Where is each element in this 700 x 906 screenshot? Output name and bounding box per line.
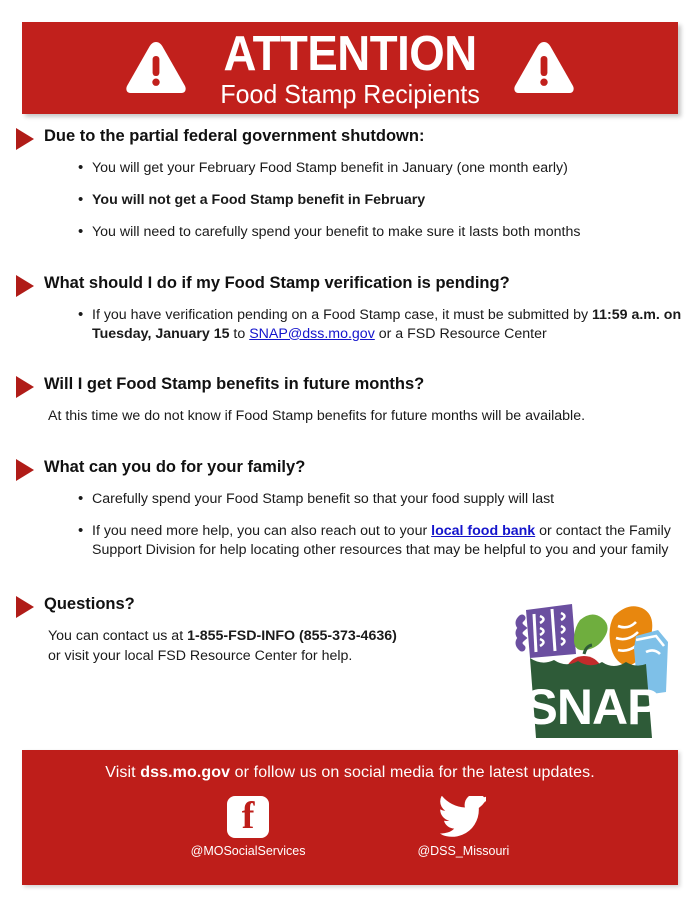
list-item bbox=[78, 522, 700, 560]
footer-banner bbox=[22, 750, 678, 885]
bullet-tail-text: or a FSD Resource Center bbox=[374, 325, 547, 342]
section-heading: Questions? bbox=[44, 595, 135, 614]
twitter-icon[interactable] bbox=[440, 796, 486, 838]
local-food-bank-link[interactable]: local food bank bbox=[431, 522, 536, 539]
section-shutdown bbox=[0, 126, 700, 243]
bullet-lead-text: If you need more help, you can also reach out to your bbox=[92, 522, 432, 539]
facebook-f-glyph: f bbox=[241, 795, 255, 837]
footer-website: dss.mo.gov bbox=[140, 764, 231, 781]
section-heading-row bbox=[0, 126, 700, 150]
facebook-icon[interactable] bbox=[227, 796, 269, 838]
bullet-lead-text: If you have verification pending on a Food Stamp case, it must be submitted by bbox=[92, 306, 592, 323]
list-item-bold-text: You will not get a Food Stamp benefit in February bbox=[92, 192, 426, 209]
main-content bbox=[0, 126, 700, 667]
snap-email-link[interactable]: SNAP@dss.mo.gov bbox=[249, 325, 375, 342]
section-heading-row bbox=[0, 273, 700, 297]
section-verification-pending bbox=[0, 273, 700, 344]
snap-logo bbox=[506, 596, 676, 744]
snap-wordmark: SNAP bbox=[524, 679, 660, 735]
twitter-social-link[interactable] bbox=[417, 796, 509, 858]
section-heading-row bbox=[0, 457, 700, 481]
arrow-bullet-icon bbox=[16, 275, 34, 297]
social-links bbox=[22, 796, 678, 858]
bullet-list bbox=[0, 306, 700, 344]
attention-banner bbox=[22, 22, 678, 114]
facebook-social-link[interactable] bbox=[191, 796, 306, 858]
bullet-tail-text: or contact the Family Support Division for help locating other resources that may be helpful to you and your family bbox=[92, 522, 671, 559]
list-item: • You will get your February Food Stamp benefit in January (one month early) bbox=[78, 159, 700, 178]
page-title: ATTENTION bbox=[223, 26, 477, 81]
footer-visit-tail: or follow us on social media for the latest updates. bbox=[230, 764, 595, 781]
bullet-mid-text: to bbox=[229, 325, 250, 342]
arrow-bullet-icon bbox=[16, 376, 34, 398]
list-item: • Carefully spend your Food Stamp benefit so that your food supply will last bbox=[78, 490, 700, 509]
section-heading: What should I do if my Food Stamp verification is pending? bbox=[44, 273, 510, 292]
contact-lead-text: You can contact us at bbox=[48, 628, 188, 645]
deadline-text: 11:59 a.m. on Tuesday, January 15 bbox=[92, 306, 682, 342]
contact-tail-text: or visit your local FSD Resource Center for help. bbox=[48, 648, 353, 665]
footer-visit-lead: Visit bbox=[105, 764, 141, 781]
bread-bag-purple-icon bbox=[519, 604, 576, 658]
facebook-handle: @MOSocialServices bbox=[190, 844, 306, 858]
section-future-months bbox=[0, 374, 700, 427]
page-subtitle: Food Stamp Recipients bbox=[220, 78, 480, 109]
arrow-bullet-icon bbox=[16, 596, 34, 618]
section-paragraph: At this time we do not know if Food Stamp benefits for future months will be available. bbox=[48, 407, 586, 424]
arrow-bullet-icon bbox=[16, 128, 34, 150]
bullet-list bbox=[0, 159, 700, 243]
list-item bbox=[78, 306, 700, 344]
warning-triangle-icon bbox=[512, 39, 576, 97]
section-heading: Due to the partial federal government shutdown: bbox=[44, 127, 425, 145]
list-item: • You will need to carefully spend your benefit to make sure it lasts both months bbox=[78, 223, 700, 242]
arrow-bullet-icon bbox=[16, 459, 34, 481]
twitter-handle: @DSS_Missouri bbox=[417, 844, 510, 858]
section-heading-row bbox=[0, 374, 700, 398]
footer-visit-line bbox=[22, 750, 678, 782]
banner-inner bbox=[22, 26, 678, 109]
section-heading: Will I get Food Stamp benefits in future months? bbox=[44, 374, 425, 393]
banner-text-block bbox=[214, 26, 486, 109]
section-family-help bbox=[0, 457, 700, 561]
section-heading: What can you do for your family? bbox=[44, 457, 306, 476]
contact-phone: 1-855-FSD-INFO (855-373-4636) bbox=[187, 628, 397, 645]
warning-triangle-icon bbox=[124, 39, 188, 97]
bullet-list bbox=[0, 490, 700, 561]
list-item bbox=[78, 191, 700, 210]
